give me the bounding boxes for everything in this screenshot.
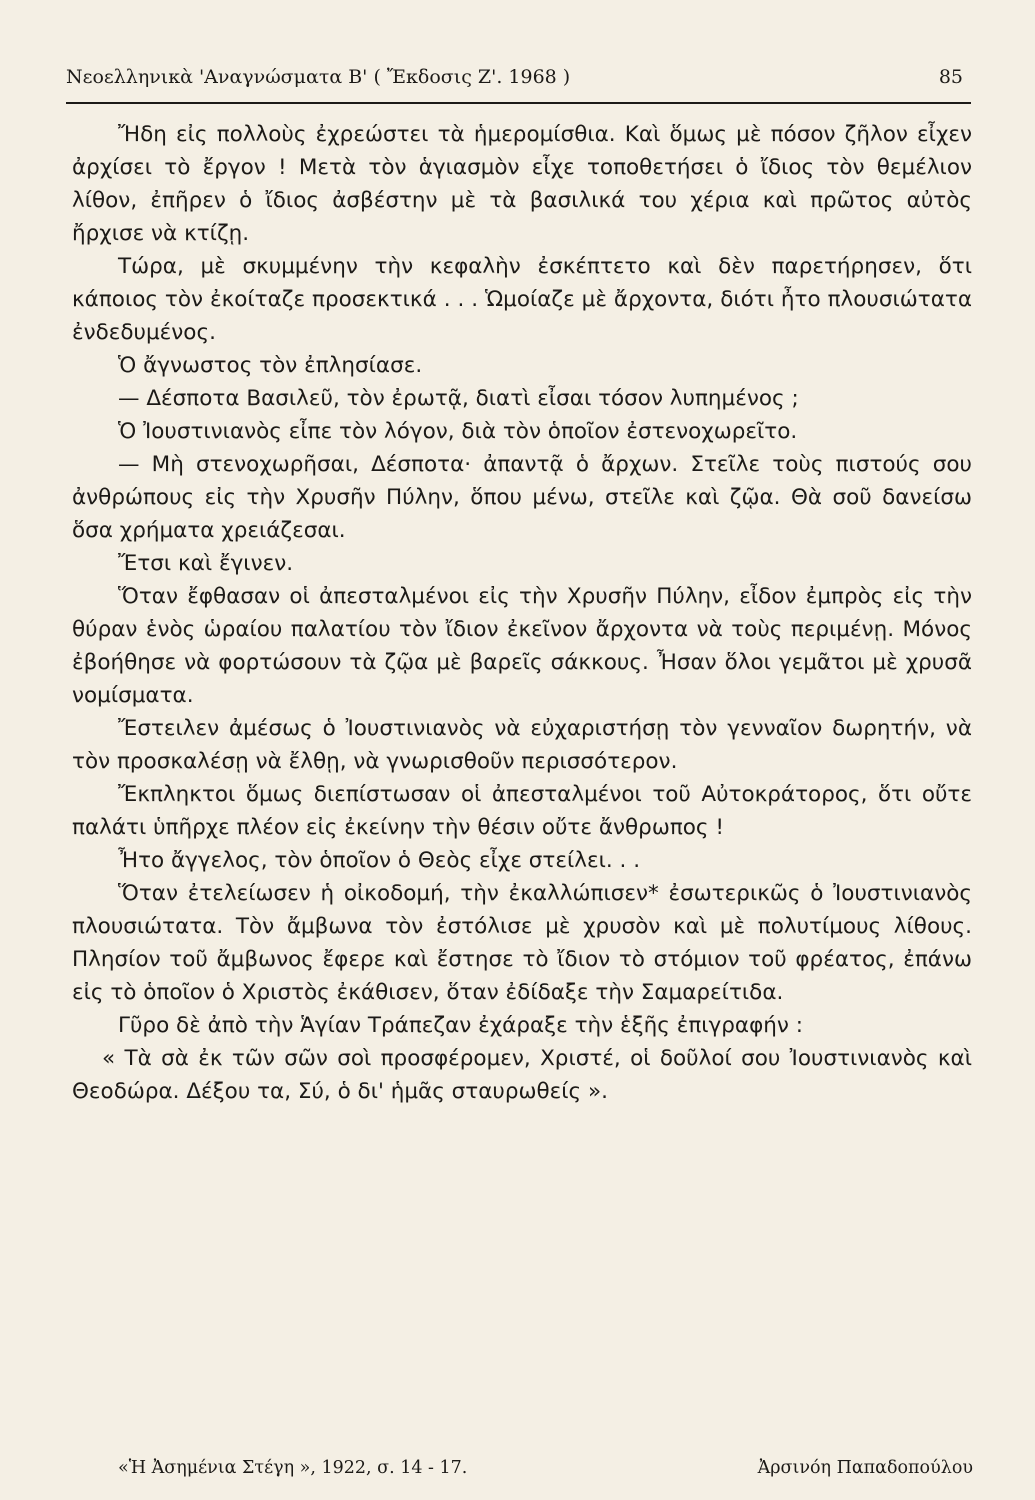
running-header: [66, 62, 971, 96]
dialogue-line: — Μὴ στενοχωρῆσαι, Δέσποτα· ἀπαντᾷ ὁ ἄρχων. Στεῖλε τοὺς πιστούς σου ἀνθρώπους εἰς τὴν Χρυσῆν Πύλην, ὅπου μένω, στεῖλε καὶ ζῷα. Θὰ σοῦ δανείσω ὅσα χρήματα χρειάζεσαι.: [72, 452, 972, 543]
header-rule: [66, 102, 971, 104]
paragraph: Ὅταν ἐτελείωσεν ἡ οἰκοδομή, τὴν ἐκαλλώπισεν* ἐσωτερικῶς ὁ Ἰουστινιανὸς πλουσιώτατα. Τὸν ἄμβωνα τὸν ἐστόλισε μὲ χρυσὸν καὶ μὲ πολυτίμους λίθους. Πλησίον τοῦ ἄμβωνος ἔφερε καὶ ἔστησε τὸ ἴδιον τὸ στόμιον τοῦ φρέατος, ἐπάνω εἰς τὸ ὁποῖον ὁ Χριστὸς ἐκάθισεν, ὅταν ἐδίδαξε τὴν Σαμαρείτιδα.: [72, 881, 972, 1005]
citation: [118, 1458, 973, 1486]
paragraph: Τώρα, μὲ σκυμμένην τὴν κεφαλὴν ἐσκέπτετο καὶ δὲν παρετήρησεν, ὅτι κάποιος τὸν ἐκοίταζε προσεκτικά . . . Ὡμοίαζε μὲ ἄρχοντα, διότι ἦτο πλουσιώτατα ἐνδεδυμένος.: [72, 254, 972, 345]
book-title: Νεοελληνικὰ 'Αναγνώσματα Β' ( Ἔκδοσις Ζ'. 1968 ): [66, 66, 571, 88]
inscription-quote: « Τὰ σὰ ἐκ τῶν σῶν σοὶ προσφέρομεν, Χριστέ, οἱ δοῦλοί σου Ἰουστινιανὸς καὶ Θεοδώρα. Δέξου τα, Σύ, ὁ δι' ἡμᾶς σταυρωθείς ».: [72, 1046, 972, 1104]
paragraph: Ἔστειλεν ἀμέσως ὁ Ἰουστινιανὸς νὰ εὐχαριστήσῃ τὸν γενναῖον δωρητήν, νὰ τὸν προσκαλέσῃ νὰ ἔλθῃ, νὰ γνωρισθοῦν περισσότερον.: [72, 716, 972, 774]
paragraph: Ἦτο ἄγγελος, τὸν ὁποῖον ὁ Θεὸς εἶχε στείλει. . .: [118, 848, 641, 873]
paragraph: Ἔκπληκτοι ὅμως διεπίστωσαν οἱ ἀπεσταλμένοι τοῦ Αὐτοκράτορος, ὅτι οὔτε παλάτι ὑπῆρχε πλέον εἰς ἐκείνην τὴν θέσιν οὔτε ἄνθρωπος !: [72, 782, 972, 840]
paragraph: Ὅταν ἔφθασαν οἱ ἀπεσταλμένοι εἰς τὴν Χρυσῆν Πύλην, εἶδον ἐμπρὸς εἰς τὴν θύραν ἑνὸς ὡραίου παλατίου τὸν ἴδιον ἐκεῖνον ἄρχοντα νὰ τοὺς περιμένῃ. Μόνος ἐβοήθησε νὰ φορτώσουν τὰ ζῷα μὲ βαρεῖς σάκκους. Ἦσαν ὅλοι γεμᾶτοι μὲ χρυσᾶ νομίσματα.: [72, 584, 972, 708]
text-body: [72, 118, 972, 1108]
citation-author: Ἀρσινόη Παπαδοπούλου: [757, 1458, 973, 1478]
page-number: 85: [938, 66, 963, 88]
paragraph: Ἤδη εἰς πολλοὺς ἐχρεώστει τὰ ἡμερομίσθια. Καὶ ὅμως μὲ πόσον ζῆλον εἶχεν ἀρχίσει τὸ ἔργον ! Μετὰ τὸν ἁγιασμὸν εἶχε τοποθετήσει ὁ ἴδιος τὸν θεμέλιον λίθον, ἐπῆρεν ὁ ἴδιος ἀσβέστην μὲ τὰ βασιλικά του χέρια καὶ πρῶτος αὐτὸς ἤρχισε νὰ κτίζῃ.: [72, 122, 972, 246]
dialogue-line: — Δέσποτα Βασιλεῦ, τὸν ἐρωτᾷ, διατὶ εἶσαι τόσον λυπημένος ;: [118, 386, 799, 411]
paragraph: Ὁ Ἰουστινιανὸς εἶπε τὸν λόγον, διὰ τὸν ὁποῖον ἐστενοχωρεῖτο.: [118, 419, 798, 444]
paragraph: Ἔτσι καὶ ἔγινεν.: [118, 551, 294, 576]
paragraph: Γῦρο δὲ ἀπὸ τὴν Ἁγίαν Τράπεζαν ἐχάραξε τὴν ἑξῆς ἐπιγραφήν :: [118, 1013, 803, 1038]
paragraph: Ὁ ἄγνωστος τὸν ἐπλησίασε.: [118, 353, 423, 378]
citation-source: «Ἡ Ἀσημένια Στέγη », 1922, σ. 14 - 17.: [118, 1458, 468, 1478]
